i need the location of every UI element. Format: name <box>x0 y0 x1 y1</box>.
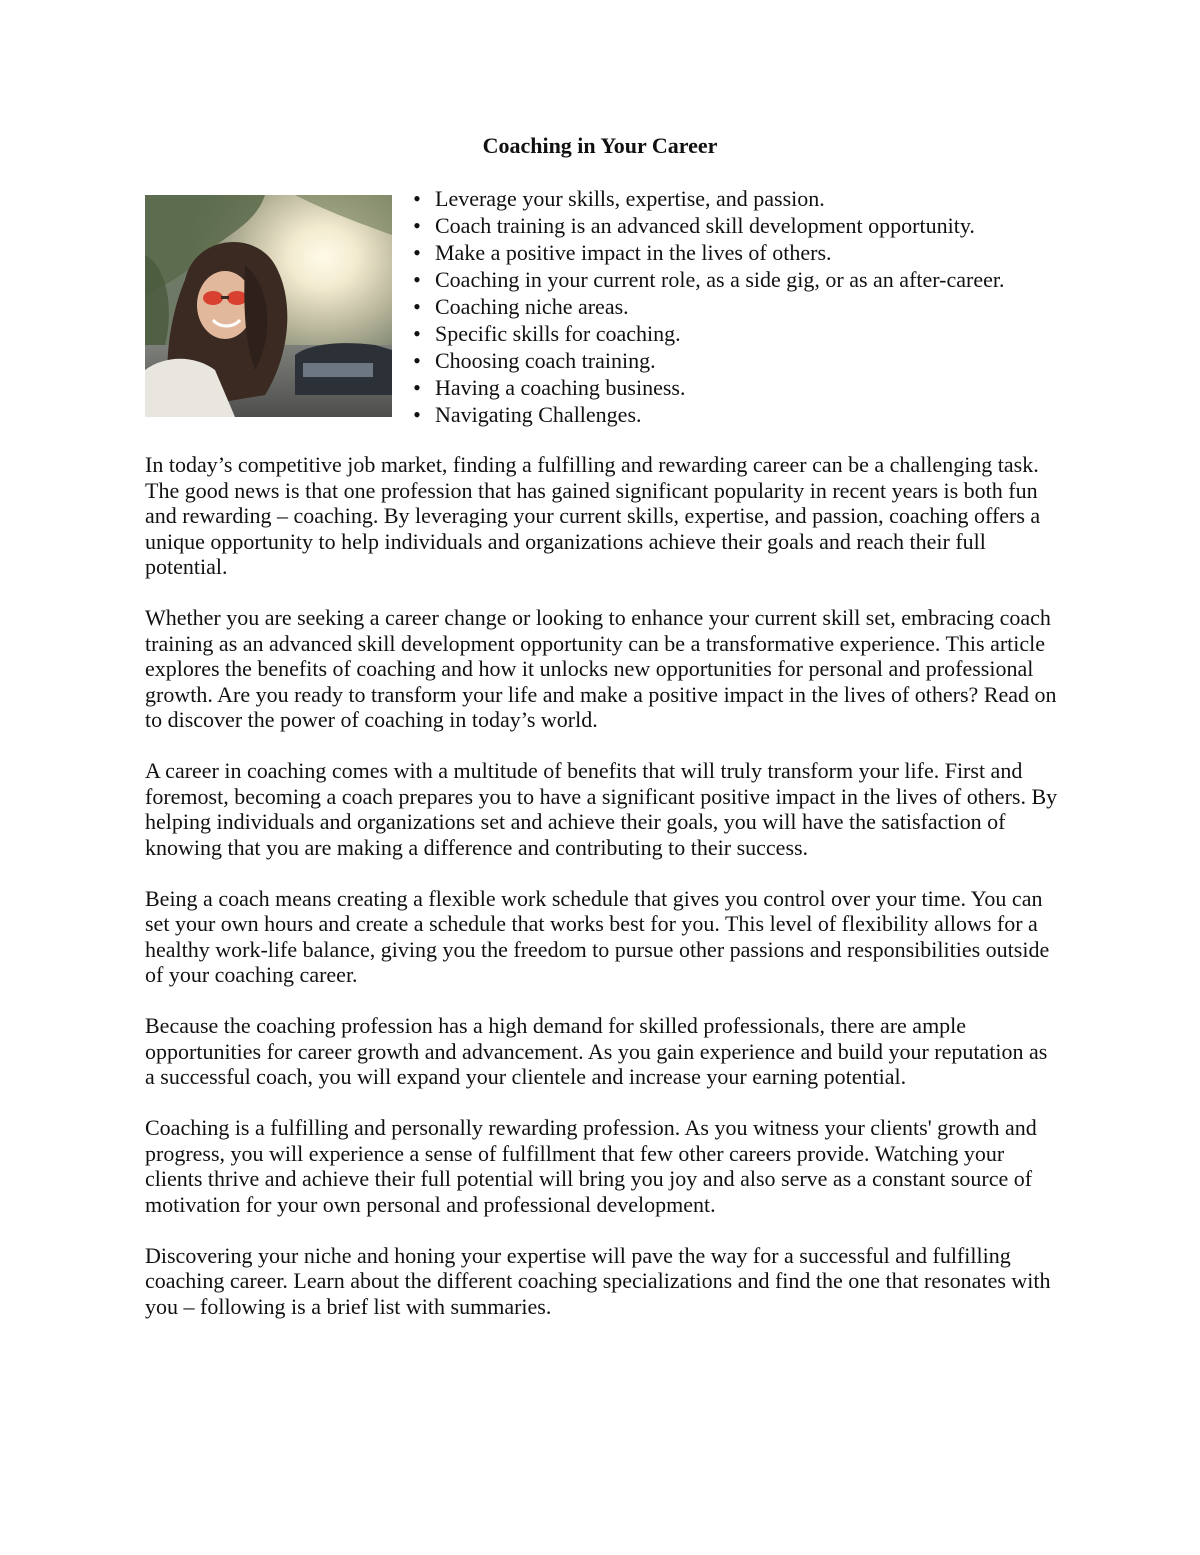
article-body <box>145 452 1060 1345</box>
bullet-icon: • <box>413 321 421 346</box>
bullet-icon: • <box>413 402 421 427</box>
paragraph: Being a coach means creating a flexible work schedule that gives you control over your time. You can set your own hours and create a schedule that works best for you. This level of flexibility allows for a healthy work-life balance, giving you the freedom to pursue other passions and responsibilities outside of your coaching career. <box>145 885 1050 987</box>
paragraph: Whether you are seeking a career change or looking to enhance your current skill set, embracing coach training as an advanced skill development opportunity can be a transformative experience. This article explores the benefits of coaching and how it unlocks new opportunities for personal and professional growth. Are you ready to transform your life and make a positive impact in the lives of others? Read on to discover the power of coaching in today’s world. <box>145 605 1057 732</box>
list-item: • Specific skills for coaching. <box>408 320 1178 347</box>
page-title: Coaching in Your Career <box>482 133 718 158</box>
bullet-icon: • <box>413 213 421 238</box>
list-item: • Navigating Challenges. <box>408 401 1178 428</box>
list-item: • Make a positive impact in the lives of others. <box>408 239 1178 266</box>
paragraph: Because the coaching profession has a high demand for skilled professionals, there are ample opportunities for career growth and advancement. As you gain experience and build your reputation as a successful coach, you will expand your clientele and increase your earning potential. <box>145 1013 1048 1089</box>
woman-smiling-photo <box>145 195 392 417</box>
paragraph: A career in coaching comes with a multitude of benefits that will truly transform your life. First and foremost, becoming a coach prepares you to have a significant positive impact in the lives of others. By helping individuals and organizations set and achieve their goals, you will have the satisfaction of knowing that you are making a difference and contributing to their success. <box>145 758 1058 860</box>
bullet-icon: • <box>413 186 421 211</box>
bullet-icon: • <box>413 294 421 319</box>
list-item: • Leverage your skills, expertise, and passion. <box>408 185 1178 212</box>
bullet-icon: • <box>413 375 421 400</box>
paragraph: Discovering your niche and honing your expertise will pave the way for a successful and fulfilling coaching career. Learn about the different coaching specializations and find the one that resonates with you – following is a brief list with summaries. <box>145 1242 1051 1319</box>
paragraph: Coaching is a fulfilling and personally rewarding profession. As you witness your clients' growth and progress, you will experience a sense of fulfillment that few other careers provide. Watching your clients thrive and achieve their full potential will bring you joy and also serve as a constant source of motivation for your own personal and professional development. <box>145 1115 1037 1217</box>
bullet-icon: • <box>413 267 421 292</box>
list-item: • Having a coaching business. <box>408 374 1178 401</box>
bullet-icon: • <box>413 348 421 373</box>
paragraph: In today’s competitive job market, finding a fulfilling and rewarding career can be a challenging task. The good news is that one profession that has gained significant popularity in recent years is both fun and rewarding – coaching. By leveraging your current skills, expertise, and passion, coaching offers a unique opportunity to help individuals and organizations achieve their goals and reach their full potential. <box>145 452 1041 579</box>
topic-bullet-list <box>408 185 1178 428</box>
list-item: • Coaching in your current role, as a side gig, or as an after-career. <box>408 266 1178 293</box>
photo-illustration <box>145 195 392 417</box>
bullet-icon: • <box>413 240 421 265</box>
list-item: • Choosing coach training. <box>408 347 1178 374</box>
list-item: • Coaching niche areas. <box>408 293 1178 320</box>
list-item: • Coach training is an advanced skill development opportunity. <box>408 212 1178 239</box>
